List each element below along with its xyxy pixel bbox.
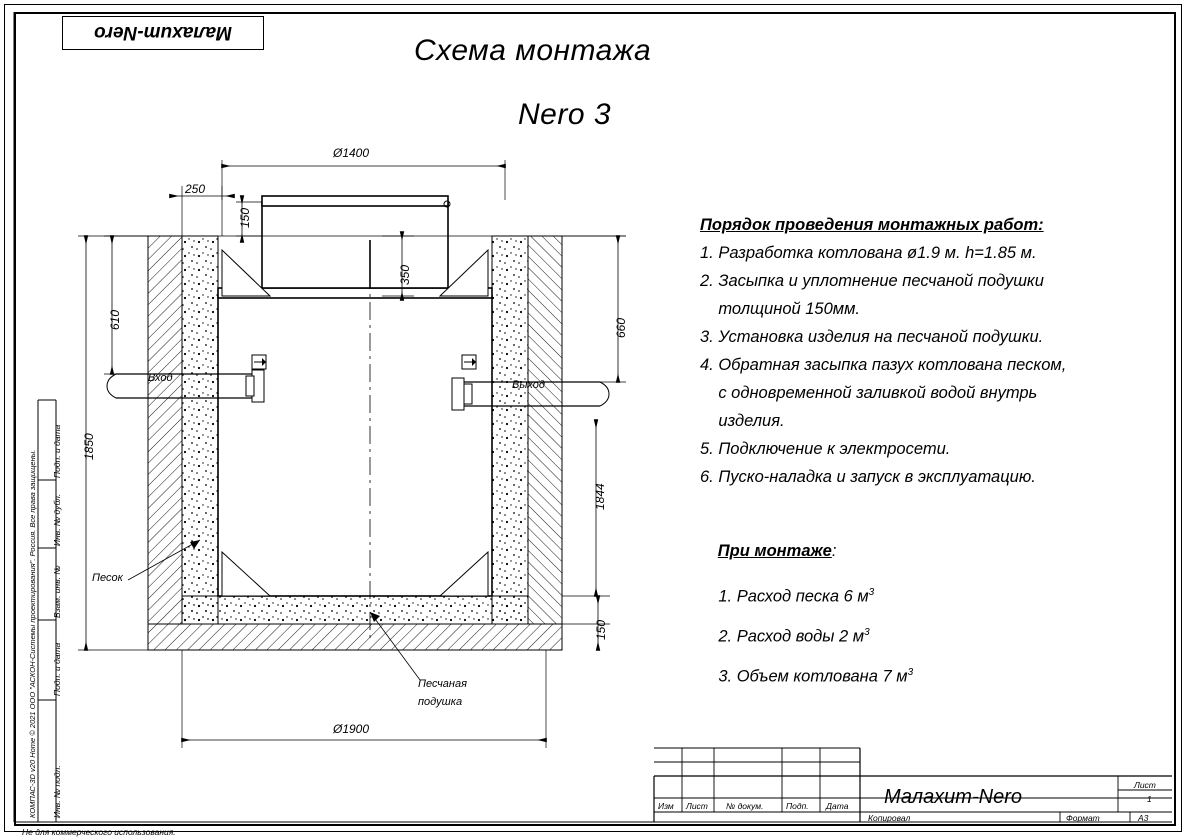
tb-sheet-label: Лист (1134, 780, 1156, 790)
dim-610: 610 (108, 309, 122, 330)
logo-text: Малахит-Nero (94, 22, 232, 43)
install-heading: При монтаже (717, 542, 832, 560)
tb-col-izm: Изм (658, 801, 674, 811)
tb-sheet-value: 1 (1147, 794, 1152, 804)
notes-item-5: 5. Подключение к электросети. (700, 440, 951, 458)
tb-col-list: Лист (686, 801, 708, 811)
install-item-3-text: 3. Объем котлована 7 м (718, 667, 908, 686)
install-heading-colon: : (831, 542, 837, 560)
callout-sand-pillow-line1: Песчаная (418, 678, 467, 690)
dim-1844: 1844 (593, 483, 607, 510)
notes-item-6: 6. Пуско-наладка и запуск в эксплуатацию. (700, 468, 1036, 486)
tb-col-doc: № докум. (726, 801, 764, 811)
dim-bottom-diameter: Ø1900 (333, 722, 370, 736)
notes-item-4c: изделия. (700, 412, 785, 430)
install-item-3-sup: 3 (907, 667, 914, 678)
install-item-2-sup: 3 (864, 627, 870, 638)
notes-item-1: 1. Разработка котлована ø1.9 м. h=1.85 м. (700, 244, 1037, 262)
tb-copied-label: Копировал (868, 813, 911, 823)
callout-sand: Песок (92, 572, 123, 584)
left-stamp-row-4: Инв. № дубл. (52, 493, 62, 546)
page-subtitle: Nero 3 (518, 98, 612, 131)
callout-outlet: Выход (512, 379, 546, 391)
left-stamp-row-2: Подп. и дата (52, 642, 62, 696)
install-item-1-text: 1. Расход песка 6 м (718, 587, 869, 606)
left-stamp-row-1: Инв. № подл. (52, 765, 62, 818)
install-item-3 (700, 648, 913, 706)
notes-heading: Порядок проведения монтажных работ: (700, 216, 1044, 234)
page-title: Схема монтажа (414, 34, 652, 67)
dim-1850: 1850 (82, 433, 96, 460)
notes-item-4: 4. Обратная засыпка пазух котлована песком, (700, 356, 1067, 374)
dim-offset-250: 250 (185, 182, 206, 196)
dim-top-diameter: Ø1400 (333, 146, 370, 160)
left-stamp-row-3: Взам. инв. № (52, 565, 62, 618)
dim-350: 350 (398, 264, 412, 285)
tb-format-value: A3 (1138, 813, 1149, 823)
notes-item-4b: с одновременной заливкой водой внутрь (700, 384, 1038, 402)
dim-150-bottom: 150 (594, 619, 608, 640)
dim-150-top: 150 (238, 207, 252, 228)
callout-inlet: Вход (148, 372, 173, 384)
logo-box (62, 16, 264, 50)
dim-660: 660 (614, 317, 628, 338)
tb-product-name: Малахит-Nero (884, 786, 1022, 808)
tb-col-data: Дата (826, 801, 849, 811)
notes-item-3: 3. Установка изделия на песчаной подушки. (700, 328, 1044, 346)
install-item-2-text: 2. Расход воды 2 м (718, 627, 865, 646)
bottom-note: Не для коммерческого использования. (22, 827, 176, 837)
callout-sand-pillow-line2: подушка (418, 696, 463, 708)
notes-item-2b: толщиной 150мм. (700, 300, 860, 318)
notes-item-2: 2. Засыпка и уплотнение песчаной подушки (700, 272, 1044, 290)
software-stamp: КОМПАС-3D v20 Home © 2021 ООО "АСКОН-Системы проектирования". Россия. Все права защищены. (28, 449, 37, 818)
install-item-1-sup: 3 (868, 587, 875, 598)
left-stamp-row-5: Подп. и дата (52, 424, 62, 478)
tb-format-label: Формат (1066, 813, 1100, 823)
tb-col-podp: Подп. (786, 801, 809, 811)
